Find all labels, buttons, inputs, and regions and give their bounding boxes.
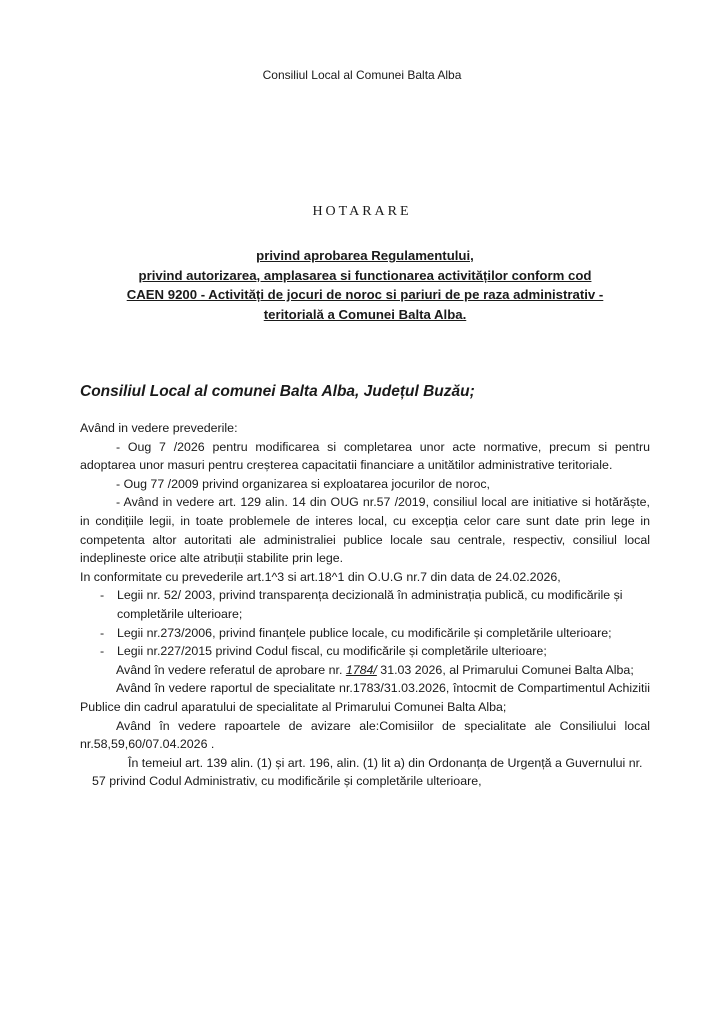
referat-pre: Având în vedere referatul de aprobare nr. — [116, 662, 346, 677]
conformity-paragraph: In conformitate cu prevederile art.1^3 si art.18^1 din O.U.G nr.7 din data de 24.02.2026, — [80, 569, 561, 584]
title-line: privind autorizarea, amplasarea si functionarea activităților conform cod — [138, 267, 592, 283]
list-dash: - — [100, 644, 105, 659]
avizare-paragraph: Având în vedere rapoartele de avizare ale:Comisiilor de specialitate ale Consiliului local nr.58,59,60/07.04.2026 . — [80, 718, 650, 752]
title-line: privind aprobarea Regulamentului, — [256, 248, 474, 263]
referat-number: 1784/ — [345, 662, 377, 677]
referat-paragraph — [80, 661, 650, 680]
list-item — [80, 642, 650, 661]
temei-paragraph: În temeiul art. 139 alin. (1) și art. 196, alin. (1) lit a) din Ordonanța de Urgență a Guvernului nr. 57 privind Codul Administrativ, cu modificările și completările ulterioare, — [92, 755, 643, 789]
item-oug-7: - Oug 7 /2026 pentru modificarea si completarea unor acte normative, precum si pentru adoptarea unor masuri pentru creșterea capacitatii financiare a unitătilor administrative teritoriale. — [80, 439, 650, 473]
item-art-129: - Având in vedere art. 129 alin. 14 din OUG nr.57 /2019, consiliul local are initiative si hotărăște, in condițiile legii, in toate problemele de interes local, cu excepția celor care sunt date prin lege in competenta altor autoritati ale administraliei publice locale sau centrale, respectiv, consiliul local indeplineste orice alte atribuții stabilite prin lege. — [80, 495, 650, 566]
council-heading: Consiliul Local al comunei Balta Alba, Județul Buzău; — [80, 383, 475, 400]
list-dash: - — [100, 625, 105, 640]
item-oug-77: - Oug 77 /2009 privind organizarea si exploatarea jocurilor de noroc, — [116, 476, 491, 491]
law-text: Legii nr. 52/ 2003, privind transparența decizională în administrația publică, cu modificările și completările ulterioare; — [117, 588, 623, 621]
law-text: Legii nr.227/2015 privind Codul fiscal, cu modificările și completările ulterioare; — [117, 644, 547, 659]
law-text: Legii nr.273/2006, privind finanțele publice locale, cu modificările și completările ulterioare; — [117, 625, 612, 640]
list-item — [80, 624, 650, 643]
institution-header: Consiliul Local al Comunei Balta Alba — [262, 68, 462, 82]
title-line: CAEN 9200 - Activități de jocuri de noroc si pariuri de pe raza administrativ - — [126, 287, 604, 302]
list-item — [80, 586, 650, 623]
list-dash: - — [100, 588, 105, 603]
raport-paragraph: Având în vedere raportul de specialitate nr.1783/31.03.2026, întocmit de Compartimentul Achizitii Publice din cadrul aparatului de specialitate al Primarului Comunei Balta Alba; — [80, 681, 650, 714]
referat-post: 31.03 2026, al Primarului Comunei Balta Alba; — [376, 662, 634, 677]
document-title — [100, 246, 630, 324]
document-body — [80, 419, 650, 791]
document-type: HOTARARE — [312, 204, 412, 219]
intro-paragraph: Având in vedere prevederile: — [80, 421, 238, 435]
laws-list — [80, 586, 650, 660]
title-line: teritorială a Comunei Balta Alba. — [263, 306, 467, 322]
